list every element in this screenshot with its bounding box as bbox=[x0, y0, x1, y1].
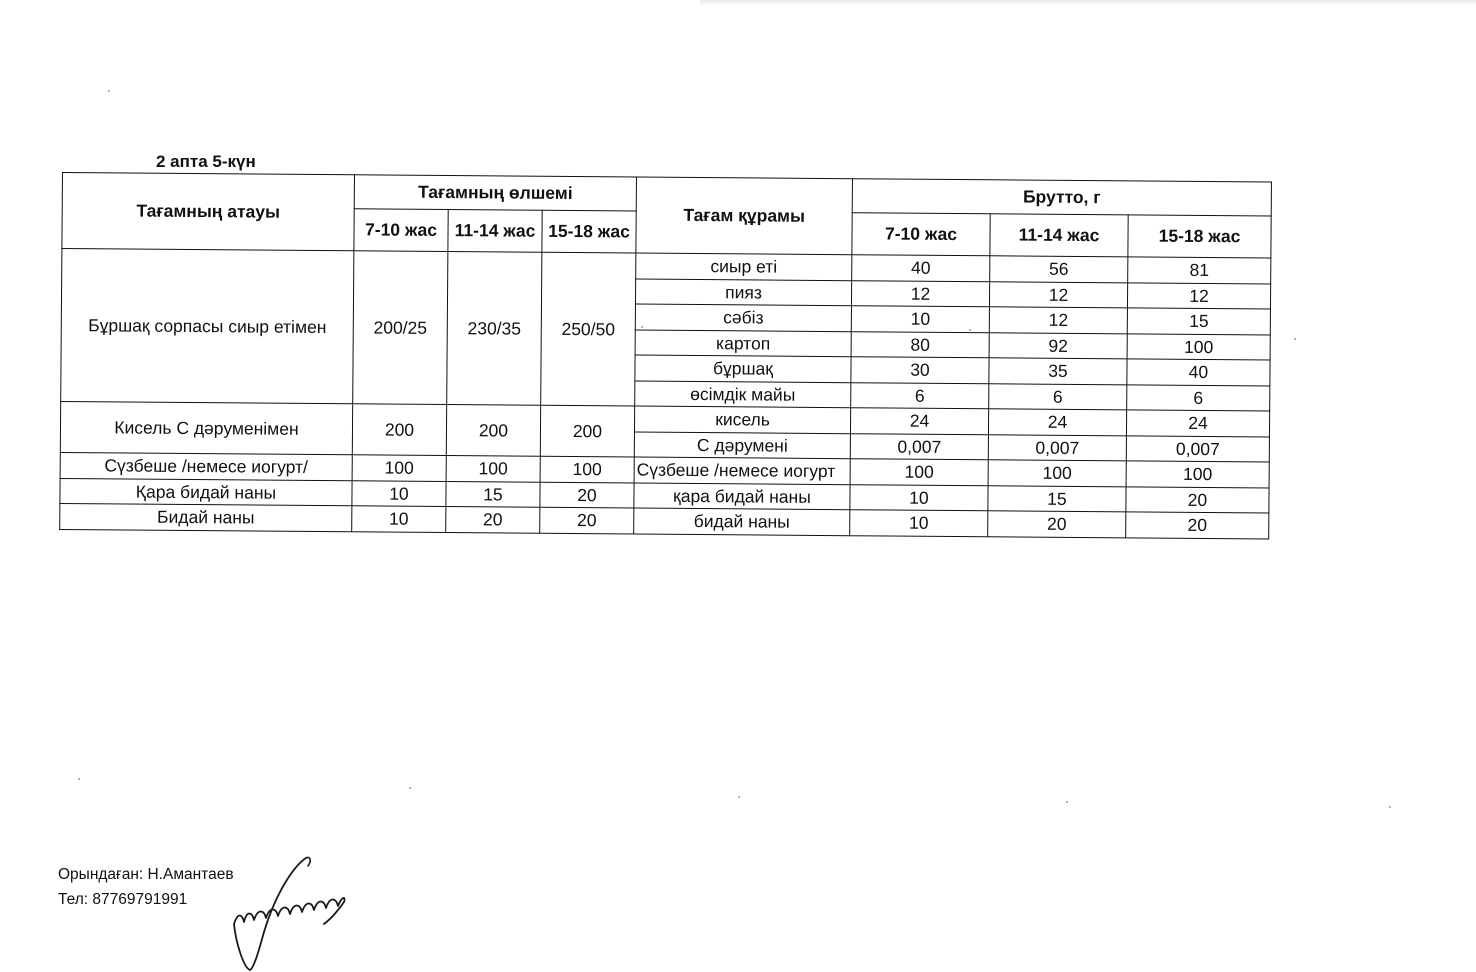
brutto-value: 20 bbox=[1126, 512, 1269, 539]
ingredient-name: қара бидай наны bbox=[634, 483, 850, 510]
portion-value: 10 bbox=[352, 506, 446, 532]
brutto-value: 100 bbox=[1127, 333, 1270, 360]
portion-value: 250/50 bbox=[541, 252, 636, 406]
brutto-value: 10 bbox=[850, 510, 988, 537]
ingredient-name: бидай наны bbox=[634, 508, 850, 535]
brutto-value: 0,007 bbox=[988, 434, 1126, 461]
brutto-value: 6 bbox=[989, 383, 1127, 410]
portion-value: 200 bbox=[540, 405, 634, 457]
portion-value: 200 bbox=[446, 405, 540, 457]
header-portion-age: 11-14 жас bbox=[448, 210, 542, 253]
brutto-value: 0,007 bbox=[850, 433, 988, 460]
document-title: 2 апта 5-күн bbox=[156, 152, 256, 171]
brutto-value: 40 bbox=[852, 255, 990, 282]
brutto-value: 6 bbox=[851, 382, 989, 409]
brutto-value: 20 bbox=[1126, 486, 1269, 513]
portion-value: 200 bbox=[352, 404, 446, 456]
scan-speck bbox=[1294, 338, 1296, 340]
dish-name: Бұршақ сорпасы сиыр етімен bbox=[61, 249, 354, 404]
portion-value: 230/35 bbox=[447, 252, 542, 406]
portion-value: 10 bbox=[352, 480, 446, 506]
scan-page-edge bbox=[700, 0, 1476, 6]
brutto-value: 100 bbox=[988, 460, 1126, 487]
ingredient-name: кисель bbox=[634, 406, 850, 433]
portion-value: 100 bbox=[540, 456, 634, 482]
brutto-value: 0,007 bbox=[1126, 435, 1269, 462]
brutto-value: 56 bbox=[990, 256, 1128, 283]
brutto-value: 20 bbox=[988, 511, 1126, 538]
scan-speck bbox=[1389, 806, 1391, 808]
ingredient-name: С дәрумені bbox=[634, 432, 850, 459]
dish-name: Қара бидай наны bbox=[60, 478, 352, 506]
dish-name: Кисель С дәруменімен bbox=[60, 401, 352, 454]
brutto-value: 15 bbox=[1127, 308, 1270, 335]
portion-value: 100 bbox=[352, 455, 446, 481]
scan-speck bbox=[409, 787, 411, 789]
ingredient-name: картоп bbox=[635, 330, 851, 357]
header-portion-age: 15-18 жас bbox=[542, 210, 636, 253]
executor-label: Орындаған: Н.Амантаев bbox=[58, 866, 234, 883]
brutto-value: 12 bbox=[851, 280, 989, 307]
portion-value: 15 bbox=[446, 481, 540, 507]
brutto-value: 81 bbox=[1128, 257, 1271, 284]
portion-value: 200/25 bbox=[353, 251, 448, 405]
header-dish-name: Тағамның атауы bbox=[62, 173, 355, 251]
menu-table-wrapper bbox=[59, 172, 1272, 539]
scan-speck bbox=[641, 326, 643, 328]
brutto-value: 24 bbox=[1126, 410, 1269, 437]
handwritten-signature-icon bbox=[214, 852, 354, 972]
scan-speck bbox=[969, 329, 971, 331]
header-brutto-age: 15-18 жас bbox=[1128, 215, 1271, 258]
brutto-value: 100 bbox=[1126, 461, 1269, 488]
brutto-value: 10 bbox=[850, 484, 988, 511]
phone-label: Тел: 87769791991 bbox=[58, 891, 188, 908]
header-brutto-age: 11-14 жас bbox=[990, 214, 1128, 257]
ingredient-name: Сүзбеше /немесе иогурт bbox=[634, 457, 850, 484]
header-brutto: Брутто, г bbox=[852, 179, 1271, 216]
ingredient-name: сәбіз bbox=[635, 304, 851, 331]
brutto-value: 24 bbox=[850, 408, 988, 435]
brutto-value: 92 bbox=[989, 332, 1127, 359]
brutto-value: 6 bbox=[1127, 384, 1270, 411]
brutto-value: 15 bbox=[988, 485, 1126, 512]
ingredient-name: бұршақ bbox=[635, 355, 851, 382]
brutto-value: 12 bbox=[989, 307, 1127, 334]
header-portion: Тағамның өлшемі bbox=[354, 175, 636, 211]
brutto-value: 24 bbox=[988, 409, 1126, 436]
portion-value: 20 bbox=[540, 507, 634, 533]
header-portion-age: 7-10 жас bbox=[354, 209, 448, 252]
dish-name: Сүзбеше /немесе иогурт/ bbox=[60, 452, 352, 480]
brutto-value: 12 bbox=[989, 281, 1127, 308]
brutto-value: 35 bbox=[989, 358, 1127, 385]
scan-speck bbox=[1066, 801, 1068, 803]
brutto-value: 100 bbox=[850, 459, 988, 486]
brutto-value: 30 bbox=[851, 357, 989, 384]
brutto-value: 40 bbox=[1127, 359, 1270, 386]
brutto-value: 10 bbox=[851, 306, 989, 333]
brutto-value: 80 bbox=[851, 331, 989, 358]
header-composition: Тағам құрамы bbox=[636, 177, 853, 255]
ingredient-name: өсімдік майы bbox=[635, 381, 851, 408]
portion-value: 20 bbox=[540, 482, 634, 508]
scan-speck bbox=[78, 778, 80, 780]
ingredient-name: сиыр еті bbox=[636, 253, 852, 280]
dish-name: Бидай наны bbox=[60, 503, 352, 531]
ingredient-name: пияз bbox=[635, 279, 851, 306]
footer-signature-block bbox=[58, 862, 234, 912]
menu-table bbox=[59, 172, 1272, 539]
header-brutto-age: 7-10 жас bbox=[852, 213, 990, 256]
scan-speck bbox=[108, 90, 110, 92]
portion-value: 100 bbox=[446, 456, 540, 482]
brutto-value: 12 bbox=[1127, 282, 1270, 309]
portion-value: 20 bbox=[446, 507, 540, 533]
scan-speck bbox=[738, 796, 740, 798]
